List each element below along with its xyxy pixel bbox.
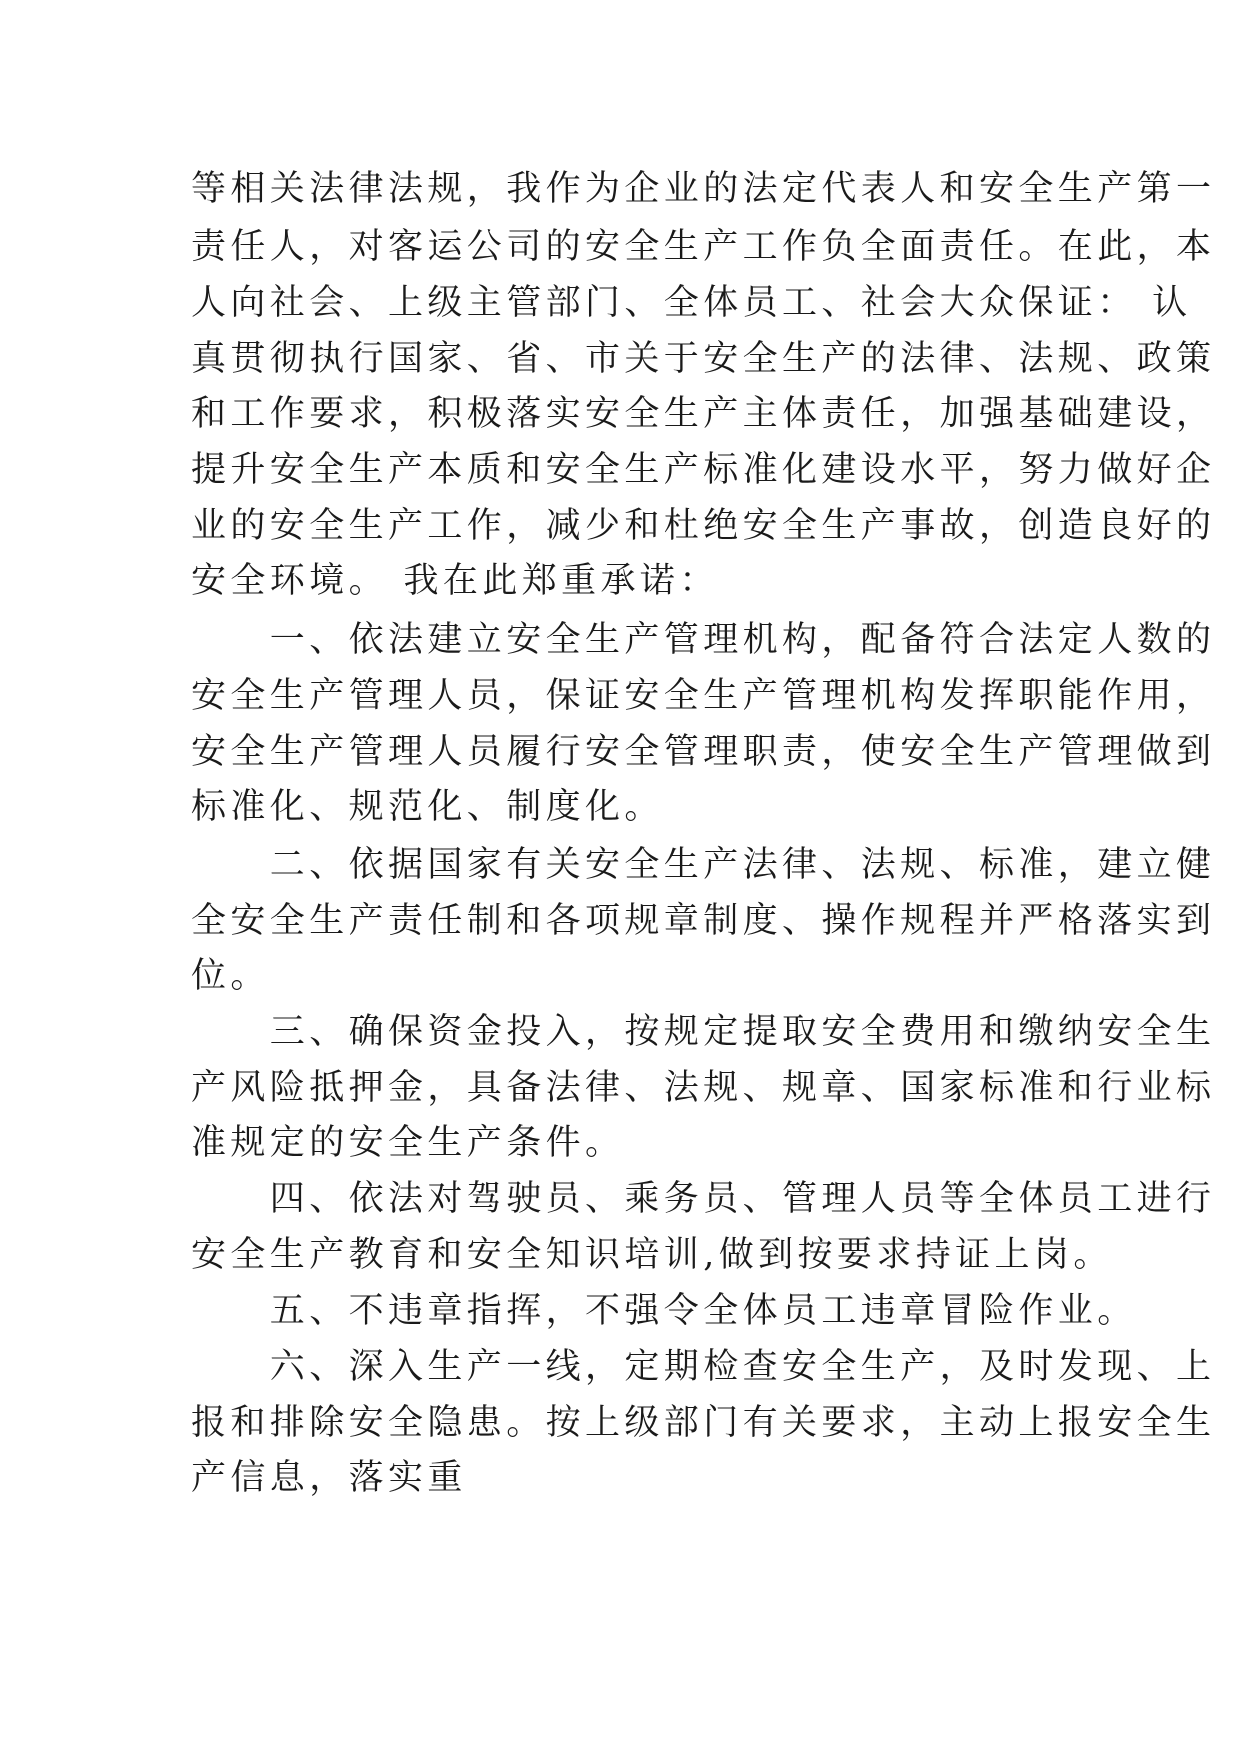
- paragraph-1-line: 安全生产管理人员，保证安全生产管理机构发挥职能作用，: [191, 676, 1216, 716]
- paragraph-2-line: 二、依据国家有关安全生产法律、法规、标准，建立健: [191, 845, 1216, 885]
- text-line: 和工作要求，积极落实安全生产主体责任，加强基础建设，: [191, 394, 1216, 434]
- text-line: 提升安全生产本质和安全生产标准化建设水平，努力做好企: [191, 450, 1216, 490]
- text-line: 等相关法律法规，我作为企业的法定代表人和安全生产第一: [191, 169, 1216, 209]
- text-line: 责任人，对客运公司的安全生产工作负全面责任。在此，本: [191, 227, 1216, 267]
- paragraph-4-line: 安全生产教育和安全知识培训,做到按要求持证上岗。: [191, 1235, 1113, 1275]
- paragraph-3-line: 产风险抵押金，具备法律、法规、规章、国家标准和行业标: [191, 1068, 1216, 1108]
- paragraph-2-line: 全安全生产责任制和各项规章制度、操作规程并严格落实到: [191, 901, 1216, 941]
- paragraph-6-line: 产信息，落实重: [191, 1458, 467, 1498]
- text-line: 人向社会、上级主管部门、全体员工、社会大众保证： 认: [191, 283, 1192, 323]
- paragraph-5-line: 五、不违章指挥，不强令全体员工违章冒险作业。: [191, 1291, 1137, 1331]
- document-body: [191, 160, 1216, 1508]
- paragraph-6-line: 六、深入生产一线，定期检查安全生产，及时发现、上: [191, 1347, 1216, 1387]
- paragraph-1-line: 一、依法建立安全生产管理机构，配备符合法定人数的: [191, 620, 1216, 660]
- paragraph-1-line: 标准化、规范化、制度化。: [191, 787, 664, 827]
- paragraph-1-line: 安全生产管理人员履行安全管理职责，使安全生产管理做到: [191, 732, 1216, 772]
- text-line: 真贯彻执行国家、省、市关于安全生产的法律、法规、政策: [191, 339, 1216, 379]
- text-line: 安全环境。 我在此郑重承诺：: [191, 561, 719, 601]
- paragraph-6-line: 报和排除安全隐患。按上级部门有关要求，主动上报安全生: [191, 1403, 1216, 1443]
- paragraph-2-line: 位。: [191, 956, 270, 996]
- text-line: 业的安全生产工作，减少和杜绝安全生产事故，创造良好的: [191, 506, 1216, 546]
- paragraph-3-line: 三、确保资金投入，按规定提取安全费用和缴纳安全生: [191, 1012, 1216, 1052]
- paragraph-4-line: 四、依法对驾驶员、乘务员、管理人员等全体员工进行: [191, 1179, 1216, 1219]
- paragraph-3-line: 准规定的安全生产条件。: [191, 1123, 625, 1163]
